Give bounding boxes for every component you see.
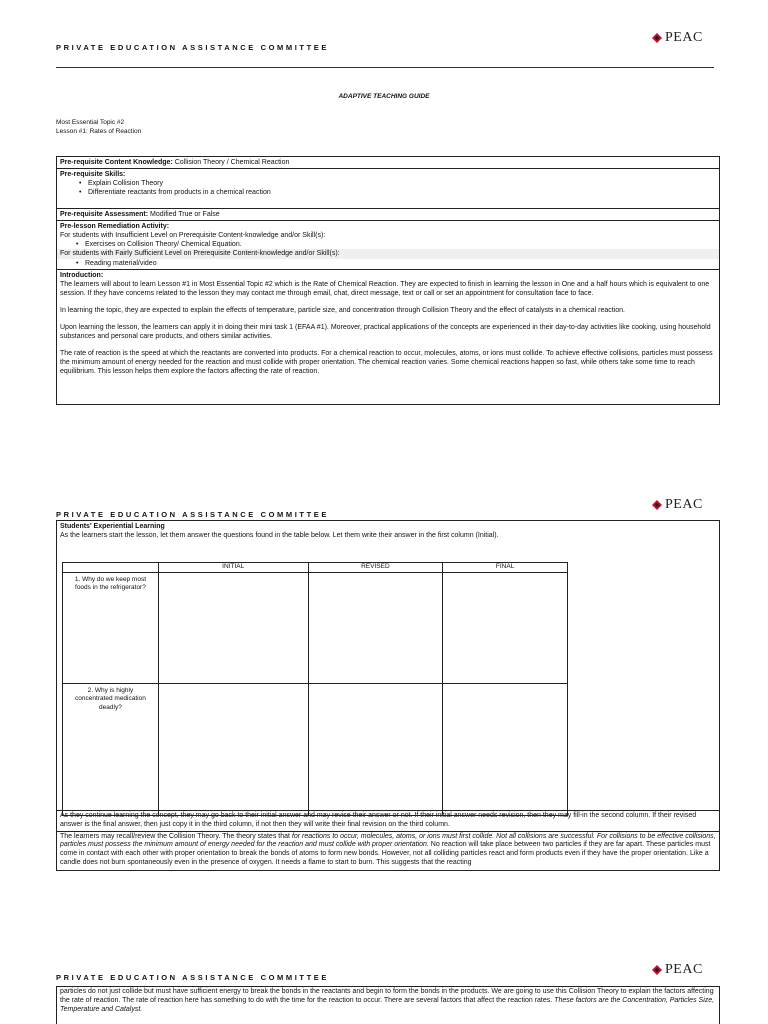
continue-text: As they continue learning the concept, they may go back to their initial answer and may revise their answer or not. If their initial answer needs revision, then they may fill-in the second column. If their revised answer is the final answer, then just copy it in the third column, if not then they will write their final revision on the third column. (60, 812, 697, 828)
content-knowledge-label: Pre-requisite Content Knowledge: (60, 159, 173, 166)
answer-cell-revised[interactable] (308, 573, 443, 684)
header-org-name: PRIVATE EDUCATION ASSISTANCE COMMITTEE (56, 43, 329, 52)
remediation-fairly: For students with Fairly Sufficient Level on Prerequisite Content-knowledge and/or Skill(s): (57, 249, 719, 258)
factors-statement: These factors are the Concentration, Particles Size, Temperature and Catalyst. (60, 996, 715, 1013)
collision-intro: The learners may recall/review the Collision Theory. The theory states that (60, 832, 292, 840)
remediation-label: Pre-lesson Remediation Activity: (60, 223, 170, 231)
peac-logo-icon (651, 964, 663, 976)
guide-title: ADAPTIVE TEACHING GUIDE (338, 93, 430, 100)
skill-item: • Explain Collision Theory (60, 179, 716, 188)
column-header-initial: INITIAL (158, 563, 308, 573)
continued-text: particles do not just collide but must have sufficient energy to break the bonds in the reactants and begin to form the bonds in the products. We are going to use this Collision Theory to explain the factors affecting the rate of reaction. The rate of reaction here has something to do with the time for the reaction to occur. There are several factors that affect the reaction rates. (60, 988, 714, 1004)
column-header-revised: REVISED (308, 563, 443, 573)
skill-item: • Differentiate reactants from products in a chemical reaction (60, 188, 716, 197)
lesson-label: Lesson #1: Rates of Reaction (56, 128, 142, 135)
peac-logo-text: PEAC (665, 497, 703, 512)
experiential-label: Students' Experiential Learning (60, 523, 165, 530)
header-rule (56, 67, 714, 68)
continued-text-row (57, 987, 719, 1015)
header-org-name: PRIVATE EDUCATION ASSISTANCE COMMITTEE (56, 973, 329, 982)
question-cell: 1. Why do we keep most foods in the refrigerator? (63, 573, 159, 684)
answer-cell-final[interactable] (443, 573, 568, 684)
introduction-row (57, 270, 719, 404)
content-knowledge-value: Collision Theory / Chemical Reaction (174, 159, 290, 166)
answer-cell-final[interactable] (443, 684, 568, 816)
peac-logo (651, 496, 703, 514)
lesson-plan-table (56, 156, 720, 405)
introduction-label: Introduction: (60, 271, 104, 279)
question-cell: 2. Why is highly concentrated medication deadly? (63, 684, 159, 816)
collision-theory-statement: for reactions to occur, molecules, atoms, or ions must first collide. Not all collisions are successful. For collisions to be effective collisions, particles must possess the minimum amount of energy needed for the reaction and must collide with proper orientation. (60, 832, 716, 849)
peac-logo-icon (651, 499, 663, 511)
collision-row (57, 832, 719, 869)
header-org-name: PRIVATE EDUCATION ASSISTANCE COMMITTEE (56, 510, 329, 519)
introduction-paragraph: The rate of reaction is the speed at which the reactants are converted into products. For a chemical reaction to occur, molecules, atoms, or ions must collide. To achieve effective collisions, particles must possess the minimum amount of energy needed for the reaction and must collide with proper orientation. The chemical reaction varies. Some chemical reactions happen so fast, while others take some time to reach equilibrium. This lesson helps them explore the factors affecting the rate of reaction. (60, 350, 713, 376)
assessment-label: Pre-requisite Assessment: (60, 211, 149, 219)
assessment-value: Modified True or False (150, 211, 220, 219)
collision-explanation: No reaction will take place between two particles if they are far apart. These particles must come in contact with each other with proper orientation to break the bonds of atoms to form new bonds. However, not all colliding particles react and form products even if they have the proper orientation. Like a candle does not burn spontaneously even in the presence of oxygen. It needs a flame to start to burn. This suggests that the reacting (60, 841, 711, 866)
continued-text-table (56, 986, 720, 1024)
skills-row (57, 169, 719, 209)
experiential-instruction: As the learners start the lesson, let them answer the questions found in the table below. Let them write their answer in the first column (Initial). (60, 532, 499, 540)
answer-cell-initial[interactable] (158, 684, 308, 816)
answer-cell-initial[interactable] (158, 573, 308, 684)
column-header-final: FINAL (443, 563, 568, 573)
introduction-paragraph: The learners will about to learn Lesson #1 in Most Essential Topic #2 which is the Rate of Chemical Reaction. They are expected to finish in learning the lesson in One and a half hours which is equivalent to one session. If they have concerns related to the lesson they may contact me through email, chat, direct message, text or call or set an appointment for consultation face to face. (60, 280, 710, 297)
answer-table (62, 562, 568, 816)
remediation-insufficient-item: • Exercises on Collision Theory/ Chemical Equation. (57, 240, 719, 249)
peac-logo-icon (651, 32, 663, 44)
assessment-row (57, 209, 719, 221)
remediation-fairly-item: • Reading material/video (57, 259, 719, 268)
introduction-paragraph: In learning the topic, they are expected to explain the effects of temperature, particle size, and concentration through Collision Theory and the effect of catalysts in a chemical reaction. (60, 306, 625, 314)
peac-logo (651, 961, 703, 979)
remediation-row (57, 221, 719, 269)
answer-cell-revised[interactable] (308, 684, 443, 816)
peac-logo-text: PEAC (665, 962, 703, 977)
content-knowledge-row (57, 157, 719, 169)
topic-label: Most Essential Topic #2 (56, 119, 125, 126)
answer-table-corner (63, 563, 159, 573)
skills-label: Pre-requisite Skills: (60, 171, 126, 179)
remediation-insufficient: For students with Insufficient Level on Prerequisite Content-knowledge and/or Skill(s): (60, 232, 326, 240)
peac-logo (651, 29, 703, 47)
introduction-paragraph: Upon learning the lesson, the learners can apply it in doing their mini task 1 (EFAA #1). Moreover, practical applications of the concepts are experienced in their day-to-day activities like cooking, using household substances and personal care products, and others similar activities. (60, 324, 711, 341)
peac-logo-text: PEAC (665, 30, 703, 45)
